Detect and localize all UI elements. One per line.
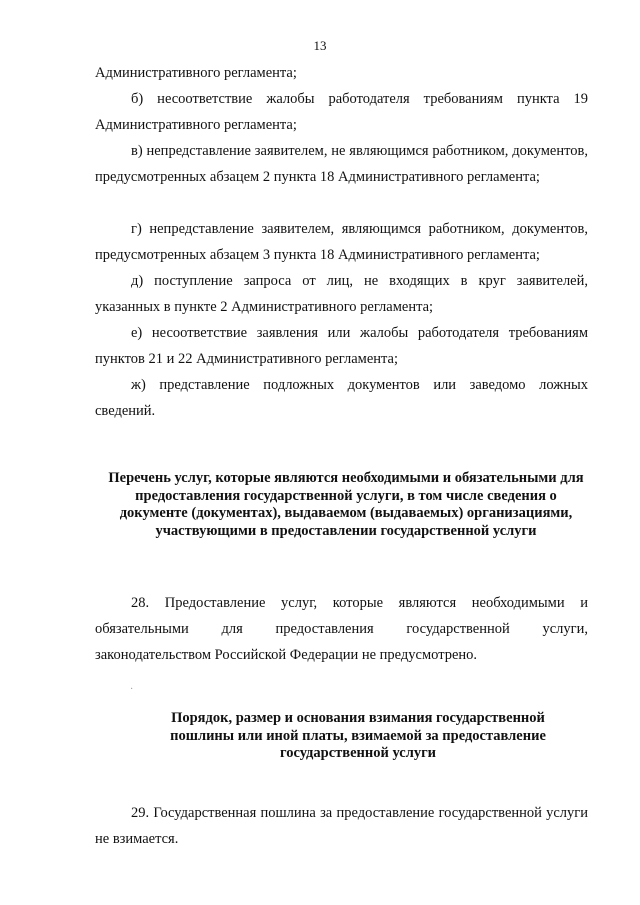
paragraph-g: г) непредставление заявителем, являющимся работником, документов, предусмотренных абзацем 3 пункта 18 Административного регламента; — [95, 221, 588, 263]
paragraph-a-tail: Административного регламента; — [95, 65, 297, 81]
section-heading-services: Перечень услуг, которые являются необходимыми и обязательными для предоставления государственной услуги, в том числе сведения о документе (документах), выдаваемом (выдаваемых) организациями, участвующими в предоставлении государственной услуги — [108, 470, 584, 539]
paragraph-28: 28. Предоставление услуг, которые являются необходимыми и обязательными для предоставления государственной услуги, законодательством Российской Федерации не предусмотрено. — [95, 595, 588, 663]
paragraph-e: е) несоответствие заявления или жалобы работодателя требованиям пунктов 21 и 22 Административного регламента; — [95, 325, 588, 367]
section-heading-fee: Порядок, размер и основания взимания государственной пошлины или иной платы, взимаемой за предоставление государственной услуги — [170, 710, 546, 761]
paragraph-v: в) непредставление заявителем, не являющимся работником, документов, предусмотренных абзацем 2 пункта 18 Административного регламента; — [95, 143, 588, 185]
paragraph-d: д) поступление запроса от лиц, не входящих в круг заявителей, указанных в пункте 2 Административного регламента; — [95, 273, 588, 315]
paragraph-29: 29. Государственная пошлина за предоставление государственной услуги не взимается. — [95, 805, 588, 847]
paragraph-zh: ж) представление подложных документов или заведомо ложных сведений. — [95, 377, 588, 419]
page-number: 13 — [313, 38, 327, 53]
scan-mark: · — [130, 684, 134, 695]
paragraph-b: б) несоответствие жалобы работодателя требованиям пункта 19 Административного регламента; — [95, 91, 588, 133]
